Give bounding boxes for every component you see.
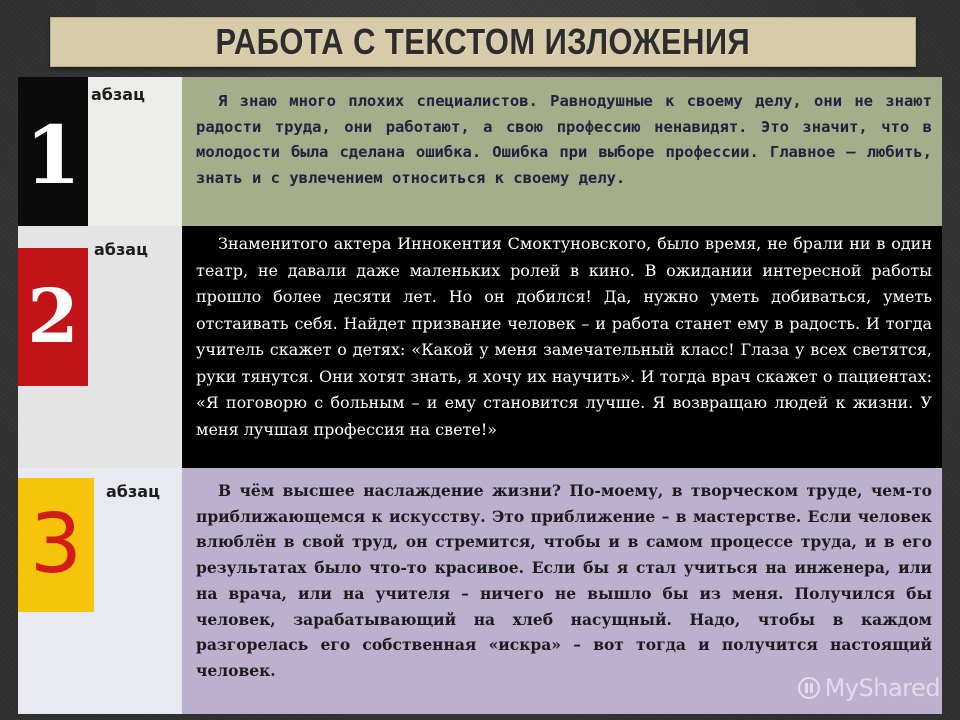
- title-banner: [50, 17, 916, 67]
- section-number-2: 2: [18, 248, 88, 386]
- section-label-2: абзац: [94, 240, 148, 259]
- watermark: [797, 674, 940, 702]
- paragraph-text-1: Я знаю много плохих специалистов. Равнодушные к своему делу, они не знают радости труда, они работают, а свою профессию ненавидят. Это значит, что в молодости была сделана ошибка. Ошибка при выборе профессии. Главное – любить, знать и с увлечением относиться к своему делу.: [196, 92, 932, 187]
- section-text-2: [182, 226, 942, 468]
- section-number-3: 3: [18, 478, 94, 612]
- myshared-logo-icon: [797, 676, 821, 700]
- section-2: [18, 226, 942, 468]
- page-title: РАБОТА С ТЕКСТОМ ИЗЛОЖЕНИЯ: [215, 21, 751, 62]
- watermark-text: MyShared: [824, 674, 940, 702]
- paragraph-text-2: Знаменитого актера Иннокентия Смоктуновского, было время, не брали ни в один театр, не давали даже маленьких ролей в кино. В ожидании интересной работы прошло более десяти лет. Но он добился! Да, нужно уметь добиваться, уметь отстаивать себя. Найдет призвание человек – и работа станет ему в радость. И тогда учитель скажет о детях: «Какой у меня замечательный класс! Глаза у всех светятся, руки тянутся. Они хотят знать, я хочу их научить». И тогда врач скажет о пациентах: «Я поговорю с больным – и ему становится лучше. Я возвращаю людей к жизни. У меня лучшая профессия на свете!»: [196, 234, 932, 439]
- section-1: [18, 77, 942, 226]
- section-text-1: [182, 77, 942, 226]
- paragraph-text-3: В чём высшее наслаждение жизни? По-моему, в творческом труде, чем-то приближающемся к искусству. Это приближение – в мастерстве. Если человек влюблён в свой труд, он стремится, чтобы и в самом процессе труда, и в его результатах было что-то красивое. Если бы я стал учиться на инженера, или на врача, или на учителя – ничего не вышло бы из меня. Получился бы человек, зарабатывающий на хлеб насущный. Надо, чтобы в каждом разгорелась его собственная «искра» – вот тогда и получится настоящий человек.: [196, 481, 932, 680]
- section-number-1: 1: [18, 77, 88, 232]
- section-label-3: абзац: [106, 482, 160, 501]
- section-label-1: абзац: [91, 85, 145, 104]
